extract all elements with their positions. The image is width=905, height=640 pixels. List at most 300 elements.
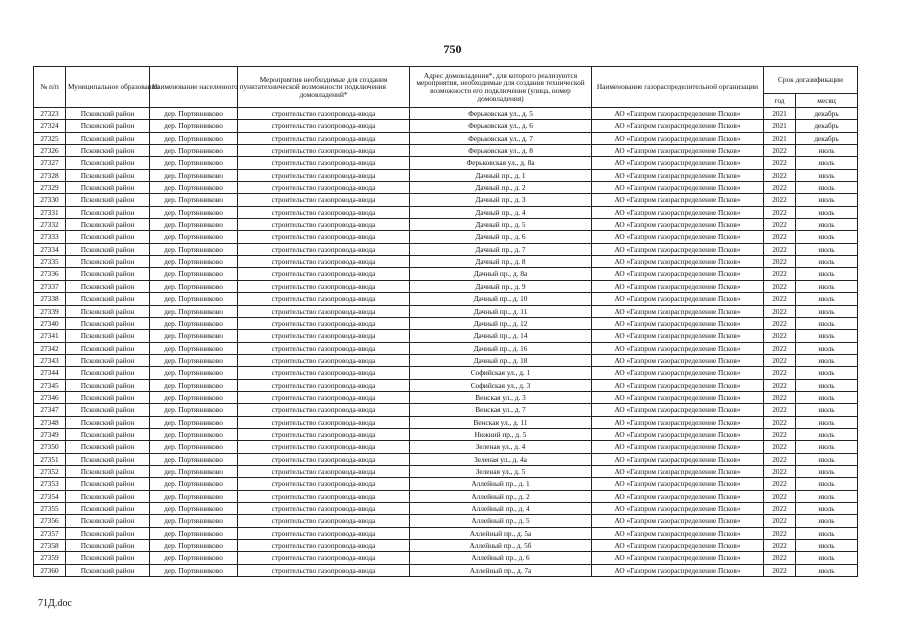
table-row — [34, 552, 858, 564]
settlement-cell: дер. Портянниково — [150, 317, 238, 329]
year-cell: 2022 — [764, 305, 796, 317]
address-cell: Аллейный пр., д. 4 — [410, 503, 592, 515]
settlement-cell: дер. Портянниково — [150, 268, 238, 280]
address-cell: Дачный пр., д. 2 — [410, 182, 592, 194]
measure-cell: строительство газопровода-ввода — [238, 268, 410, 280]
month-cell: июль — [796, 515, 858, 527]
row-number: 27355 — [34, 503, 66, 515]
footer-filename: 71Д.doc — [38, 598, 72, 609]
year-cell: 2021 — [764, 132, 796, 144]
table-row — [34, 293, 858, 305]
header-measure: Мероприятия необходимые для создания технической возможности подключения домовладений* — [238, 67, 410, 108]
year-cell: 2022 — [764, 157, 796, 169]
organization-cell: АО «Газпром газораспределение Псков» — [592, 379, 764, 391]
municipal-cell: Псковский район — [66, 404, 150, 416]
table-row — [34, 108, 858, 120]
row-number: 27340 — [34, 317, 66, 329]
address-cell: Аллейный пр., д. 1 — [410, 478, 592, 490]
row-number: 27347 — [34, 404, 66, 416]
table-row — [34, 367, 858, 379]
settlement-cell: дер. Портянниково — [150, 243, 238, 255]
table-row — [34, 416, 858, 428]
table-row — [34, 515, 858, 527]
month-cell: июль — [796, 305, 858, 317]
year-cell: 2022 — [764, 416, 796, 428]
year-cell: 2022 — [764, 404, 796, 416]
organization-cell: АО «Газпром газораспределение Псков» — [592, 243, 764, 255]
municipal-cell: Псковский район — [66, 453, 150, 465]
municipal-cell: Псковский район — [66, 268, 150, 280]
settlement-cell: дер. Портянниково — [150, 416, 238, 428]
month-cell: июль — [796, 268, 858, 280]
municipal-cell: Псковский район — [66, 145, 150, 157]
address-cell: Дачный пр., д. 5 — [410, 219, 592, 231]
row-number: 27350 — [34, 441, 66, 453]
address-cell: Дачный пр., д. 1 — [410, 169, 592, 181]
measure-cell: строительство газопровода-ввода — [238, 330, 410, 342]
address-cell: Дачный пр., д. 11 — [410, 305, 592, 317]
organization-cell: АО «Газпром газораспределение Псков» — [592, 441, 764, 453]
month-cell: июль — [796, 293, 858, 305]
organization-cell: АО «Газпром газораспределение Псков» — [592, 293, 764, 305]
address-cell: Софийская ул., д. 3 — [410, 379, 592, 391]
organization-cell: АО «Газпром газораспределение Псков» — [592, 540, 764, 552]
address-cell: Дачный пр., д. 6 — [410, 231, 592, 243]
month-cell: июль — [796, 231, 858, 243]
measure-cell: строительство газопровода-ввода — [238, 564, 410, 576]
year-cell: 2022 — [764, 354, 796, 366]
settlement-cell: дер. Портянниково — [150, 367, 238, 379]
municipal-cell: Псковский район — [66, 256, 150, 268]
table-row — [34, 342, 858, 354]
settlement-cell: дер. Портянниково — [150, 404, 238, 416]
row-number: 27343 — [34, 354, 66, 366]
organization-cell: АО «Газпром газораспределение Псков» — [592, 564, 764, 576]
organization-cell: АО «Газпром газораспределение Псков» — [592, 515, 764, 527]
row-number: 27326 — [34, 145, 66, 157]
row-number: 27357 — [34, 527, 66, 539]
month-cell: июль — [796, 354, 858, 366]
measure-cell: строительство газопровода-ввода — [238, 367, 410, 379]
header-settlement: Наименование населенного пункта — [150, 67, 238, 108]
month-cell: июль — [796, 145, 858, 157]
table-row — [34, 503, 858, 515]
month-cell: июль — [796, 478, 858, 490]
year-cell: 2022 — [764, 145, 796, 157]
row-number: 27327 — [34, 157, 66, 169]
measure-cell: строительство газопровода-ввода — [238, 342, 410, 354]
organization-cell: АО «Газпром газораспределение Псков» — [592, 280, 764, 292]
settlement-cell: дер. Портянниково — [150, 145, 238, 157]
row-number: 27349 — [34, 428, 66, 440]
organization-cell: АО «Газпром газораспределение Псков» — [592, 108, 764, 120]
month-cell: июль — [796, 243, 858, 255]
table-row — [34, 354, 858, 366]
row-number: 27330 — [34, 194, 66, 206]
measure-cell: строительство газопровода-ввода — [238, 145, 410, 157]
month-cell: декабрь — [796, 132, 858, 144]
row-number: 27337 — [34, 280, 66, 292]
organization-cell: АО «Газпром газораспределение Псков» — [592, 552, 764, 564]
address-cell: Ферьковская ул., д. 5 — [410, 108, 592, 120]
address-cell: Дачный пр., д. 16 — [410, 342, 592, 354]
month-cell: июль — [796, 441, 858, 453]
table-row — [34, 564, 858, 576]
row-number: 27354 — [34, 490, 66, 502]
municipal-cell: Псковский район — [66, 330, 150, 342]
address-cell: Ферьковская ул., д. 7 — [410, 132, 592, 144]
month-cell: июль — [796, 219, 858, 231]
table-row — [34, 256, 858, 268]
year-cell: 2022 — [764, 490, 796, 502]
municipal-cell: Псковский район — [66, 231, 150, 243]
settlement-cell: дер. Портянниково — [150, 540, 238, 552]
settlement-cell: дер. Портянниково — [150, 219, 238, 231]
header-organization: Наименование газораспределительной организации — [592, 67, 764, 108]
year-cell: 2022 — [764, 330, 796, 342]
header-municipal: Муниципальное образование — [66, 67, 150, 108]
month-cell: июль — [796, 280, 858, 292]
year-cell: 2022 — [764, 367, 796, 379]
settlement-cell: дер. Портянниково — [150, 280, 238, 292]
settlement-cell: дер. Портянниково — [150, 354, 238, 366]
year-cell: 2022 — [764, 243, 796, 255]
measure-cell: строительство газопровода-ввода — [238, 108, 410, 120]
month-cell: июль — [796, 367, 858, 379]
address-cell: Венская ул., д. 11 — [410, 416, 592, 428]
municipal-cell: Псковский район — [66, 280, 150, 292]
settlement-cell: дер. Портянниково — [150, 391, 238, 403]
organization-cell: АО «Газпром газораспределение Псков» — [592, 478, 764, 490]
month-cell: июль — [796, 206, 858, 218]
organization-cell: АО «Газпром газораспределение Псков» — [592, 194, 764, 206]
row-number: 27348 — [34, 416, 66, 428]
municipal-cell: Псковский район — [66, 317, 150, 329]
address-cell: Венская ул., д. 3 — [410, 391, 592, 403]
table-row — [34, 441, 858, 453]
table-row — [34, 182, 858, 194]
municipal-cell: Псковский район — [66, 120, 150, 132]
measure-cell: строительство газопровода-ввода — [238, 194, 410, 206]
address-cell: Дачный пр., д. 4 — [410, 206, 592, 218]
municipal-cell: Псковский район — [66, 527, 150, 539]
row-number: 27323 — [34, 108, 66, 120]
month-cell: июль — [796, 330, 858, 342]
municipal-cell: Псковский район — [66, 540, 150, 552]
settlement-cell: дер. Портянниково — [150, 441, 238, 453]
measure-cell: строительство газопровода-ввода — [238, 428, 410, 440]
address-cell: Аллейный пр., д. 7а — [410, 564, 592, 576]
settlement-cell: дер. Портянниково — [150, 453, 238, 465]
measure-cell: строительство газопровода-ввода — [238, 503, 410, 515]
table-row — [34, 231, 858, 243]
table-row — [34, 169, 858, 181]
settlement-cell: дер. Портянниково — [150, 293, 238, 305]
year-cell: 2022 — [764, 465, 796, 477]
year-cell: 2022 — [764, 503, 796, 515]
municipal-cell: Псковский район — [66, 354, 150, 366]
municipal-cell: Псковский район — [66, 478, 150, 490]
address-cell: Дачный пр., д. 8а — [410, 268, 592, 280]
measure-cell: строительство газопровода-ввода — [238, 416, 410, 428]
row-number: 27329 — [34, 182, 66, 194]
month-cell: июль — [796, 453, 858, 465]
row-number: 27336 — [34, 268, 66, 280]
month-cell: июль — [796, 379, 858, 391]
month-cell: июль — [796, 182, 858, 194]
year-cell: 2022 — [764, 453, 796, 465]
row-number: 27356 — [34, 515, 66, 527]
measure-cell: строительство газопровода-ввода — [238, 280, 410, 292]
organization-cell: АО «Газпром газораспределение Псков» — [592, 169, 764, 181]
settlement-cell: дер. Портянниково — [150, 182, 238, 194]
header-term: Срок догазификации — [764, 67, 858, 94]
table-row — [34, 145, 858, 157]
municipal-cell: Псковский район — [66, 503, 150, 515]
month-cell: июль — [796, 552, 858, 564]
municipal-cell: Псковский район — [66, 342, 150, 354]
organization-cell: АО «Газпром газораспределение Псков» — [592, 182, 764, 194]
table-row — [34, 428, 858, 440]
table-row — [34, 219, 858, 231]
settlement-cell: дер. Портянниково — [150, 194, 238, 206]
municipal-cell: Псковский район — [66, 169, 150, 181]
year-cell: 2022 — [764, 441, 796, 453]
row-number: 27353 — [34, 478, 66, 490]
table-row — [34, 157, 858, 169]
table-row — [34, 317, 858, 329]
month-cell: июль — [796, 342, 858, 354]
municipal-cell: Псковский район — [66, 194, 150, 206]
measure-cell: строительство газопровода-ввода — [238, 182, 410, 194]
year-cell: 2022 — [764, 478, 796, 490]
organization-cell: АО «Газпром газораспределение Псков» — [592, 256, 764, 268]
year-cell: 2022 — [764, 379, 796, 391]
municipal-cell: Псковский район — [66, 552, 150, 564]
year-cell: 2022 — [764, 564, 796, 576]
settlement-cell: дер. Портянниково — [150, 169, 238, 181]
measure-cell: строительство газопровода-ввода — [238, 169, 410, 181]
municipal-cell: Псковский район — [66, 219, 150, 231]
address-cell: Аллейный пр., д. 6 — [410, 552, 592, 564]
settlement-cell: дер. Портянниково — [150, 379, 238, 391]
header-year: год — [764, 94, 796, 108]
year-cell: 2022 — [764, 194, 796, 206]
year-cell: 2022 — [764, 280, 796, 292]
settlement-cell: дер. Портянниково — [150, 428, 238, 440]
settlement-cell: дер. Портянниково — [150, 564, 238, 576]
measure-cell: строительство газопровода-ввода — [238, 490, 410, 502]
municipal-cell: Псковский район — [66, 490, 150, 502]
row-number: 27339 — [34, 305, 66, 317]
year-cell: 2021 — [764, 108, 796, 120]
year-cell: 2022 — [764, 515, 796, 527]
row-number: 27341 — [34, 330, 66, 342]
measure-cell: строительство газопровода-ввода — [238, 354, 410, 366]
settlement-cell: дер. Портянниково — [150, 527, 238, 539]
table-row — [34, 268, 858, 280]
page-number: 750 — [443, 42, 462, 56]
table-row — [34, 379, 858, 391]
year-cell: 2022 — [764, 219, 796, 231]
municipal-cell: Псковский район — [66, 515, 150, 527]
organization-cell: АО «Газпром газораспределение Псков» — [592, 428, 764, 440]
measure-cell: строительство газопровода-ввода — [238, 478, 410, 490]
measure-cell: строительство газопровода-ввода — [238, 256, 410, 268]
organization-cell: АО «Газпром газораспределение Псков» — [592, 404, 764, 416]
table-row — [34, 404, 858, 416]
municipal-cell: Псковский район — [66, 391, 150, 403]
organization-cell: АО «Газпром газораспределение Псков» — [592, 453, 764, 465]
measure-cell: строительство газопровода-ввода — [238, 157, 410, 169]
year-cell: 2022 — [764, 268, 796, 280]
month-cell: июль — [796, 527, 858, 539]
municipal-cell: Псковский район — [66, 182, 150, 194]
organization-cell: АО «Газпром газораспределение Псков» — [592, 354, 764, 366]
settlement-cell: дер. Портянниково — [150, 342, 238, 354]
year-cell: 2022 — [764, 293, 796, 305]
settlement-cell: дер. Портянниково — [150, 330, 238, 342]
year-cell: 2022 — [764, 391, 796, 403]
row-number: 27342 — [34, 342, 66, 354]
month-cell: декабрь — [796, 108, 858, 120]
table-row — [34, 330, 858, 342]
measure-cell: строительство газопровода-ввода — [238, 379, 410, 391]
table-row — [34, 391, 858, 403]
measure-cell: строительство газопровода-ввода — [238, 305, 410, 317]
address-cell: Ферьковская ул., д. 8а — [410, 157, 592, 169]
settlement-cell: дер. Портянниково — [150, 465, 238, 477]
measure-cell: строительство газопровода-ввода — [238, 293, 410, 305]
row-number: 27338 — [34, 293, 66, 305]
year-cell: 2022 — [764, 206, 796, 218]
month-cell: июль — [796, 194, 858, 206]
month-cell: июль — [796, 317, 858, 329]
organization-cell: АО «Газпром газораспределение Псков» — [592, 330, 764, 342]
year-cell: 2022 — [764, 231, 796, 243]
measure-cell: строительство газопровода-ввода — [238, 317, 410, 329]
row-number: 27360 — [34, 564, 66, 576]
organization-cell: АО «Газпром газораспределение Псков» — [592, 145, 764, 157]
measure-cell: строительство газопровода-ввода — [238, 219, 410, 231]
address-cell: Ферьковская ул., д. 8 — [410, 145, 592, 157]
organization-cell: АО «Газпром газораспределение Псков» — [592, 490, 764, 502]
gasification-table — [33, 66, 858, 577]
settlement-cell: дер. Портянниково — [150, 478, 238, 490]
table-row — [34, 527, 858, 539]
row-number: 27359 — [34, 552, 66, 564]
table-row — [34, 243, 858, 255]
month-cell: июль — [796, 540, 858, 552]
header-month: месяц — [796, 94, 858, 108]
measure-cell: строительство газопровода-ввода — [238, 206, 410, 218]
year-cell: 2022 — [764, 182, 796, 194]
table-row — [34, 120, 858, 132]
measure-cell: строительство газопровода-ввода — [238, 132, 410, 144]
table-body — [34, 108, 858, 577]
month-cell: июль — [796, 503, 858, 515]
table-row — [34, 132, 858, 144]
table-row — [34, 465, 858, 477]
settlement-cell: дер. Портянниково — [150, 552, 238, 564]
month-cell: июль — [796, 428, 858, 440]
address-cell: Аллейный пр., д. 5а — [410, 527, 592, 539]
address-cell: Дачный пр., д. 12 — [410, 317, 592, 329]
settlement-cell: дер. Портянниково — [150, 305, 238, 317]
month-cell: июль — [796, 391, 858, 403]
row-number: 27333 — [34, 231, 66, 243]
address-cell: Венская ул., д. 7 — [410, 404, 592, 416]
address-cell: Зеленая ул., д. 4а — [410, 453, 592, 465]
measure-cell: строительство газопровода-ввода — [238, 465, 410, 477]
row-number: 27325 — [34, 132, 66, 144]
row-number: 27334 — [34, 243, 66, 255]
table-row — [34, 194, 858, 206]
municipal-cell: Псковский район — [66, 367, 150, 379]
address-cell: Аллейный пр., д. 2 — [410, 490, 592, 502]
table-row — [34, 206, 858, 218]
measure-cell: строительство газопровода-ввода — [238, 404, 410, 416]
month-cell: июль — [796, 157, 858, 169]
address-cell: Зеленая ул., д. 4 — [410, 441, 592, 453]
address-cell: Дачный пр., д. 3 — [410, 194, 592, 206]
settlement-cell: дер. Портянниково — [150, 108, 238, 120]
address-cell: Дачный пр., д. 9 — [410, 280, 592, 292]
month-cell: декабрь — [796, 120, 858, 132]
organization-cell: АО «Газпром газораспределение Псков» — [592, 416, 764, 428]
organization-cell: АО «Газпром газораспределение Псков» — [592, 367, 764, 379]
measure-cell: строительство газопровода-ввода — [238, 243, 410, 255]
month-cell: июль — [796, 465, 858, 477]
organization-cell: АО «Газпром газораспределение Псков» — [592, 391, 764, 403]
municipal-cell: Псковский район — [66, 206, 150, 218]
organization-cell: АО «Газпром газораспределение Псков» — [592, 206, 764, 218]
municipal-cell: Псковский район — [66, 441, 150, 453]
row-number: 27346 — [34, 391, 66, 403]
row-number: 27331 — [34, 206, 66, 218]
organization-cell: АО «Газпром газораспределение Псков» — [592, 157, 764, 169]
organization-cell: АО «Газпром газораспределение Псков» — [592, 120, 764, 132]
address-cell: Дачный пр., д. 18 — [410, 354, 592, 366]
table-row — [34, 478, 858, 490]
measure-cell: строительство газопровода-ввода — [238, 441, 410, 453]
organization-cell: АО «Газпром газораспределение Псков» — [592, 342, 764, 354]
address-cell: Аллейный пр., д. 5 — [410, 515, 592, 527]
address-cell: Софийская ул., д. 1 — [410, 367, 592, 379]
table-row — [34, 490, 858, 502]
row-number: 27358 — [34, 540, 66, 552]
measure-cell: строительство газопровода-ввода — [238, 527, 410, 539]
year-cell: 2022 — [764, 256, 796, 268]
row-number: 27351 — [34, 453, 66, 465]
year-cell: 2022 — [764, 317, 796, 329]
year-cell: 2022 — [764, 540, 796, 552]
year-cell: 2022 — [764, 169, 796, 181]
settlement-cell: дер. Портянниково — [150, 515, 238, 527]
measure-cell: строительство газопровода-ввода — [238, 453, 410, 465]
year-cell: 2022 — [764, 428, 796, 440]
year-cell: 2022 — [764, 342, 796, 354]
header-number: № п/п — [34, 67, 66, 108]
measure-cell: строительство газопровода-ввода — [238, 231, 410, 243]
municipal-cell: Псковский район — [66, 132, 150, 144]
municipal-cell: Псковский район — [66, 428, 150, 440]
table-row — [34, 280, 858, 292]
municipal-cell: Псковский район — [66, 293, 150, 305]
settlement-cell: дер. Портянниково — [150, 157, 238, 169]
organization-cell: АО «Газпром газораспределение Псков» — [592, 132, 764, 144]
row-number: 27345 — [34, 379, 66, 391]
